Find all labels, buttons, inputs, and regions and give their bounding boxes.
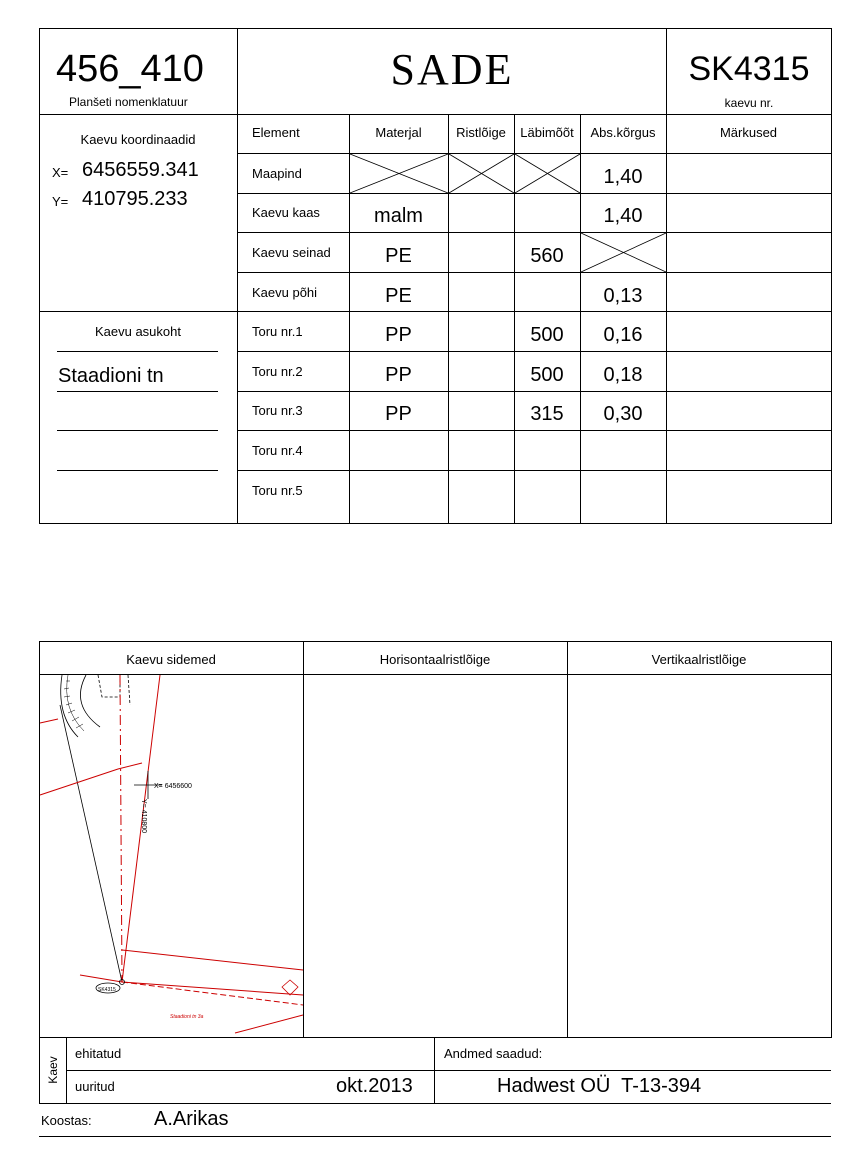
row-diameter: 315 (530, 403, 564, 425)
well-location-map (40, 675, 303, 1037)
row-material: PP (385, 403, 412, 425)
col-header-abs-height: Abs.kõrgus (590, 125, 656, 140)
row-element-label: Toru nr.2 (252, 364, 303, 379)
col-header-diameter: Läbimõõt (520, 125, 574, 140)
built-label: ehitatud (75, 1046, 122, 1061)
row-element-label: Toru nr.4 (252, 443, 303, 458)
vertical-section-label: Vertikaalristlõige (651, 652, 747, 667)
col-header-cross-section: Ristlõige (456, 125, 506, 140)
row-diameter: 560 (530, 245, 564, 267)
col-header-element: Element (252, 125, 300, 140)
row-abs-height: 1,40 (603, 166, 643, 188)
row-material: PE (385, 245, 412, 267)
row-element-label: Maapind (252, 166, 302, 181)
row-element-label: Kaevu seinad (252, 245, 331, 260)
y-coordinate: 410795.233 (82, 188, 188, 210)
well-id: SK4315 (688, 50, 810, 88)
author-name: A.Arikas (154, 1108, 229, 1130)
sheet-number: 456_410 (56, 48, 204, 90)
measured-date: okt.2013 (336, 1075, 413, 1097)
network-type-title: SADE (390, 45, 514, 94)
row-abs-height: 1,40 (603, 205, 643, 227)
x-coordinate: 6456559.341 (82, 159, 199, 181)
row-diameter: 500 (530, 324, 564, 346)
well-id-label: kaevu nr. (724, 96, 774, 110)
data-source-label: Andmed saadud: (444, 1046, 543, 1061)
horizontal-section-label: Horisontaalristlõige (379, 652, 491, 667)
row-material: PP (385, 364, 412, 386)
row-element-label: Kaevu kaas (252, 205, 320, 220)
author-label: Koostas: (41, 1113, 92, 1128)
row-abs-height: 0,30 (603, 403, 643, 425)
measured-label: uuritud (75, 1079, 115, 1094)
map-street-label: Staadioni tn 3a (170, 1014, 204, 1020)
data-source-value: Hadwest OÜ T-13-394 (497, 1075, 702, 1097)
row-element-label: Kaevu põhi (252, 285, 318, 300)
location-street: Staadioni tn (58, 365, 164, 387)
col-header-material: Materjal (375, 125, 422, 140)
row-element-label: Toru nr.1 (252, 324, 303, 339)
map-x-coordinate: X= 6456600 (154, 783, 192, 790)
y-prefix: Y= (52, 194, 69, 209)
col-header-remarks: Märkused (719, 125, 778, 140)
row-diameter: 500 (530, 364, 564, 386)
coordinates-label: Kaevu koordinaadid (80, 132, 196, 147)
row-abs-height: 0,16 (603, 324, 643, 346)
map-y-coordinate: Y= 410800 (140, 799, 147, 834)
row-element-label: Toru nr.5 (252, 483, 303, 498)
row-material: PP (385, 324, 412, 346)
map-well-tag: SK4315 (98, 987, 116, 993)
row-abs-height: 0,13 (603, 285, 643, 307)
row-element-label: Toru nr.3 (252, 403, 303, 418)
row-material: malm (374, 205, 423, 227)
x-prefix: X= (52, 165, 69, 180)
location-label: Kaevu asukoht (94, 324, 181, 339)
sheet-number-label: Planšeti nomenklatuur (69, 95, 188, 109)
row-abs-height: 0,18 (603, 364, 643, 386)
well-links-label: Kaevu sidemed (126, 652, 216, 667)
row-material: PE (385, 285, 412, 307)
kaev-vertical-label: Kaev (46, 1056, 60, 1084)
